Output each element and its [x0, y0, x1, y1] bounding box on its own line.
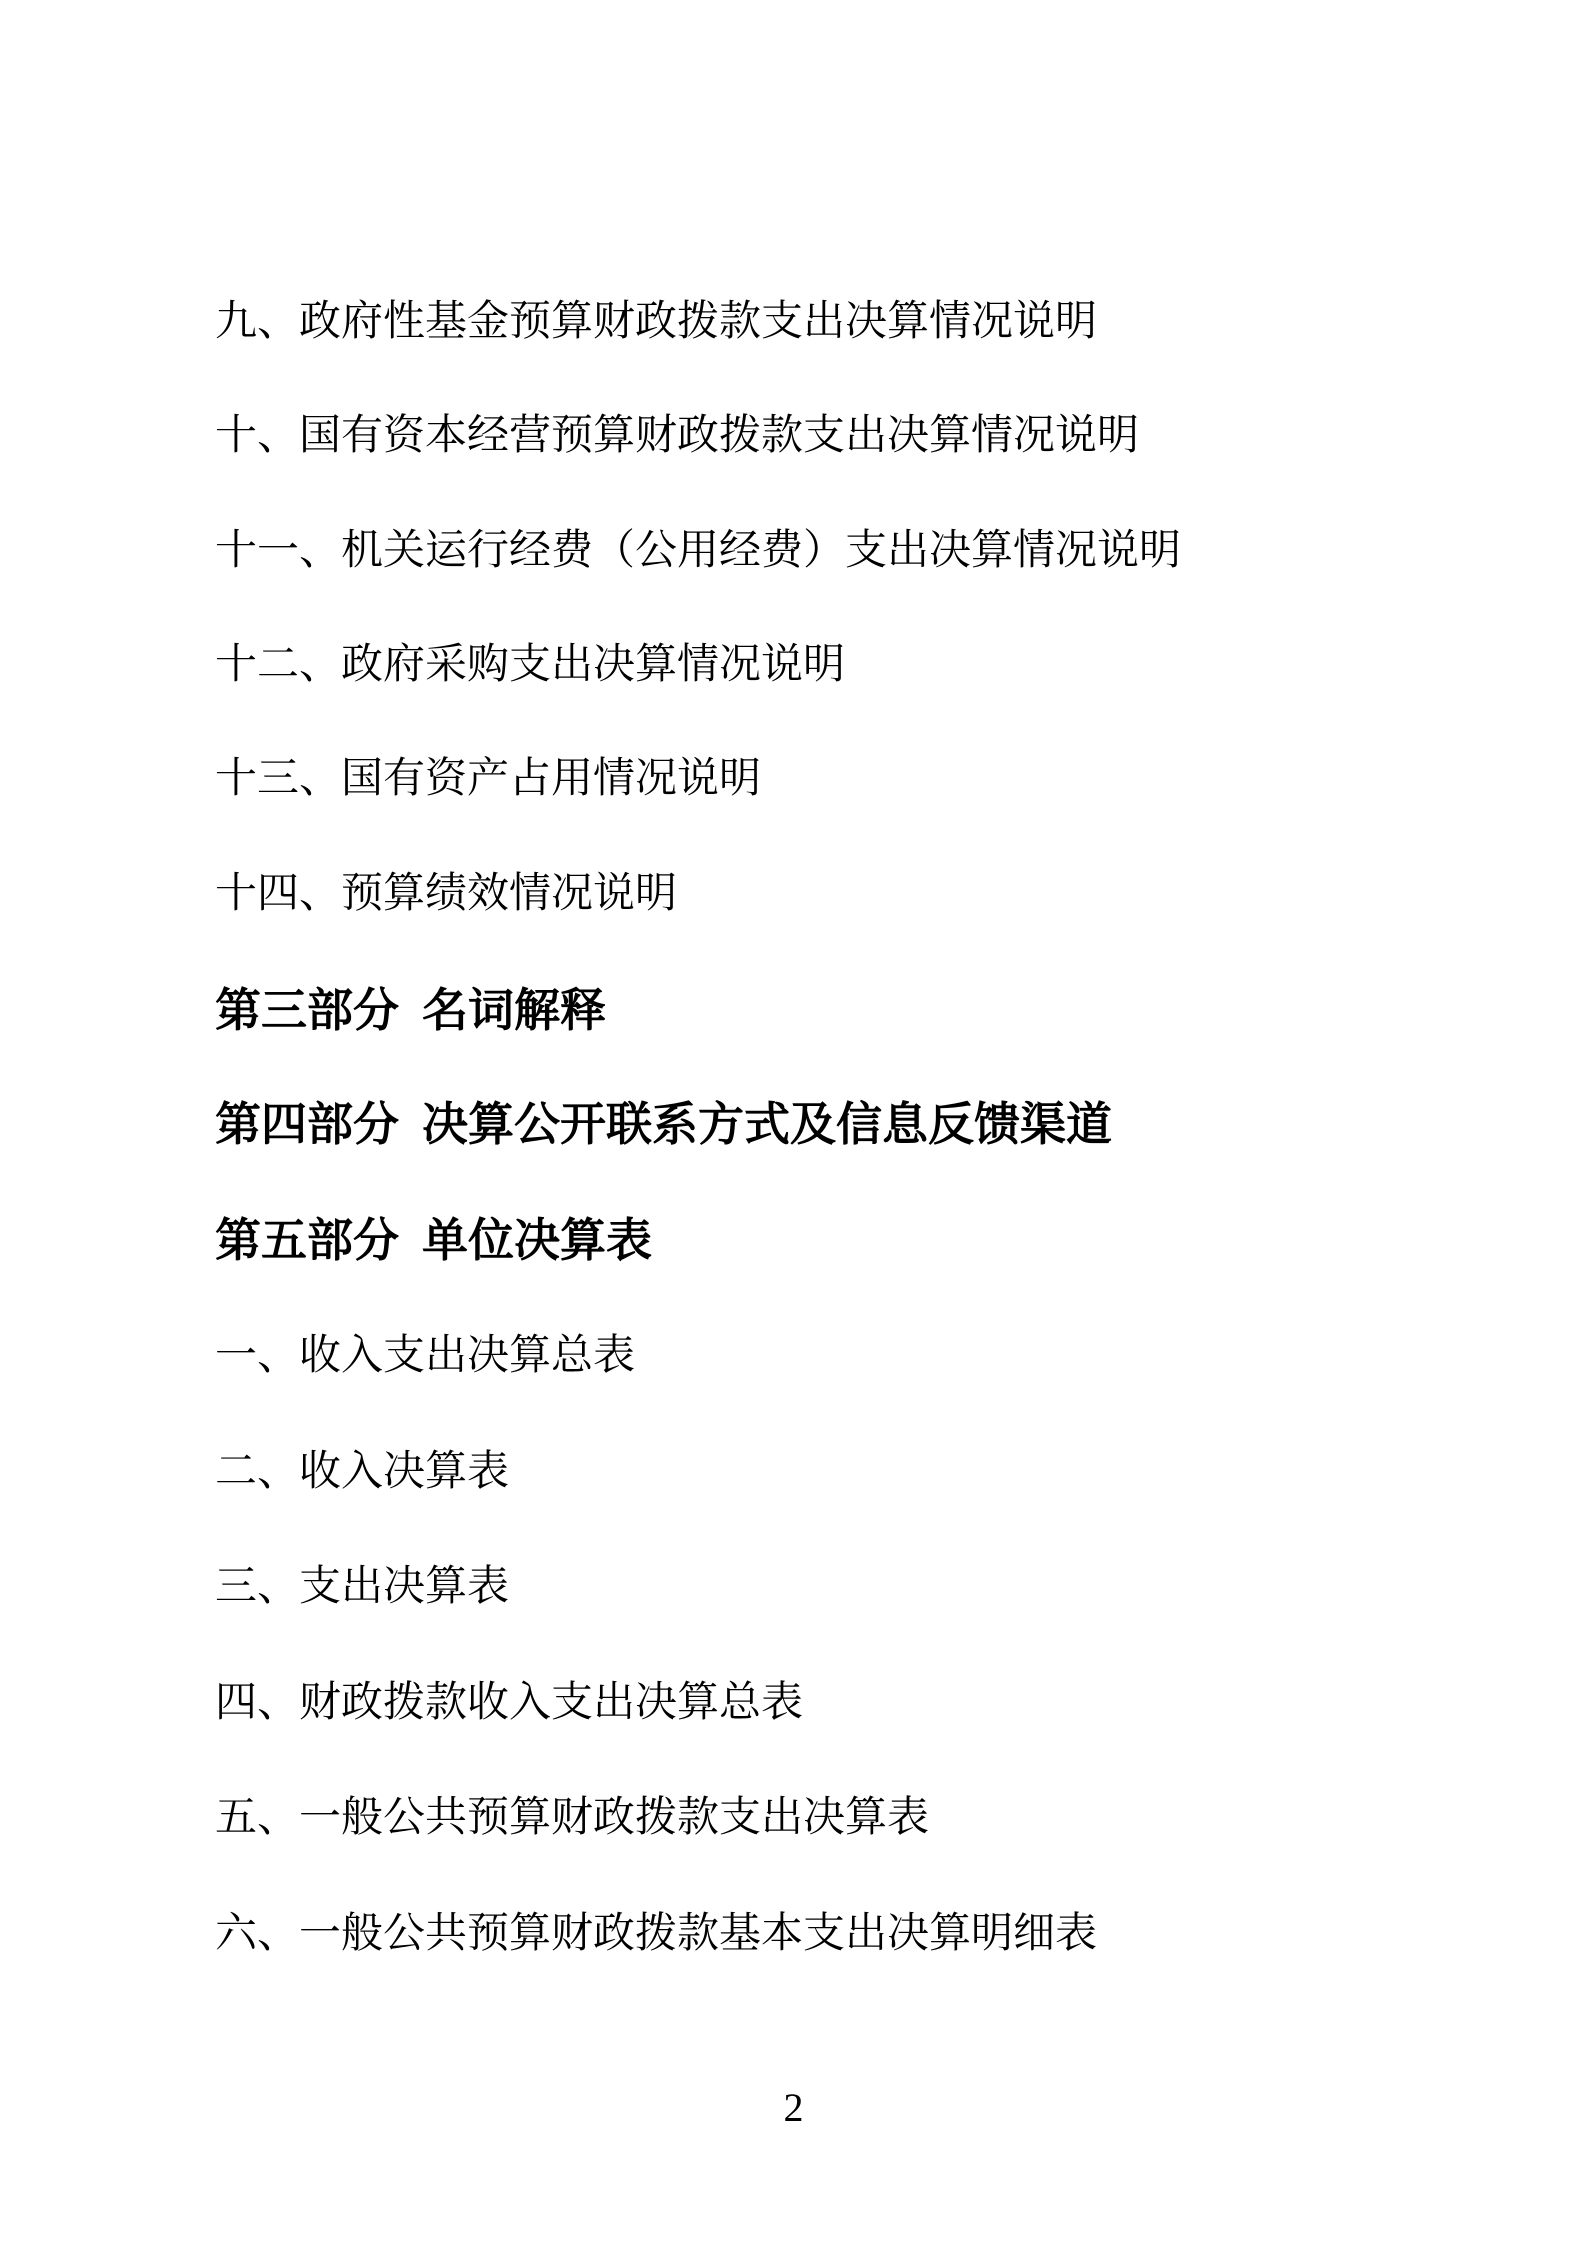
toc-item-4: 四、财政拨款收入支出决算总表 — [215, 1680, 804, 1726]
toc-item-1: 一、收入支出决算总表 — [215, 1333, 636, 1379]
heading-part-title: 名词解释 — [422, 984, 606, 1036]
toc-item-10: 十、国有资本经营预算财政拨款支出决算情况说明 — [215, 413, 1140, 459]
toc-item-12: 十二、政府采购支出决算情况说明 — [215, 642, 846, 688]
heading-part-label: 第三部分 — [215, 984, 399, 1036]
toc-item-14: 十四、预算绩效情况说明 — [215, 871, 678, 917]
toc-item-2: 二、收入决算表 — [215, 1449, 510, 1495]
toc-item-6: 六、一般公共预算财政拨款基本支出决算明细表 — [215, 1911, 1098, 1957]
toc-heading-part-4 — [215, 1098, 1112, 1150]
heading-part-title: 单位决算表 — [422, 1214, 652, 1266]
toc-item-3: 三、支出决算表 — [215, 1564, 510, 1610]
heading-part-title: 决算公开联系方式及信息反馈渠道 — [422, 1098, 1112, 1150]
toc-item-9: 九、政府性基金预算财政拨款支出决算情况说明 — [215, 299, 1098, 345]
heading-part-label: 第四部分 — [215, 1098, 399, 1150]
toc-heading-part-5 — [215, 1214, 652, 1266]
heading-part-label: 第五部分 — [215, 1214, 399, 1266]
toc-item-5: 五、一般公共预算财政拨款支出决算表 — [215, 1795, 930, 1841]
toc-item-13: 十三、国有资产占用情况说明 — [215, 756, 762, 802]
toc-heading-part-3 — [215, 984, 606, 1036]
page-number: 2 — [783, 2085, 804, 2130]
toc-item-11: 十一、机关运行经费（公用经费）支出决算情况说明 — [215, 528, 1182, 574]
